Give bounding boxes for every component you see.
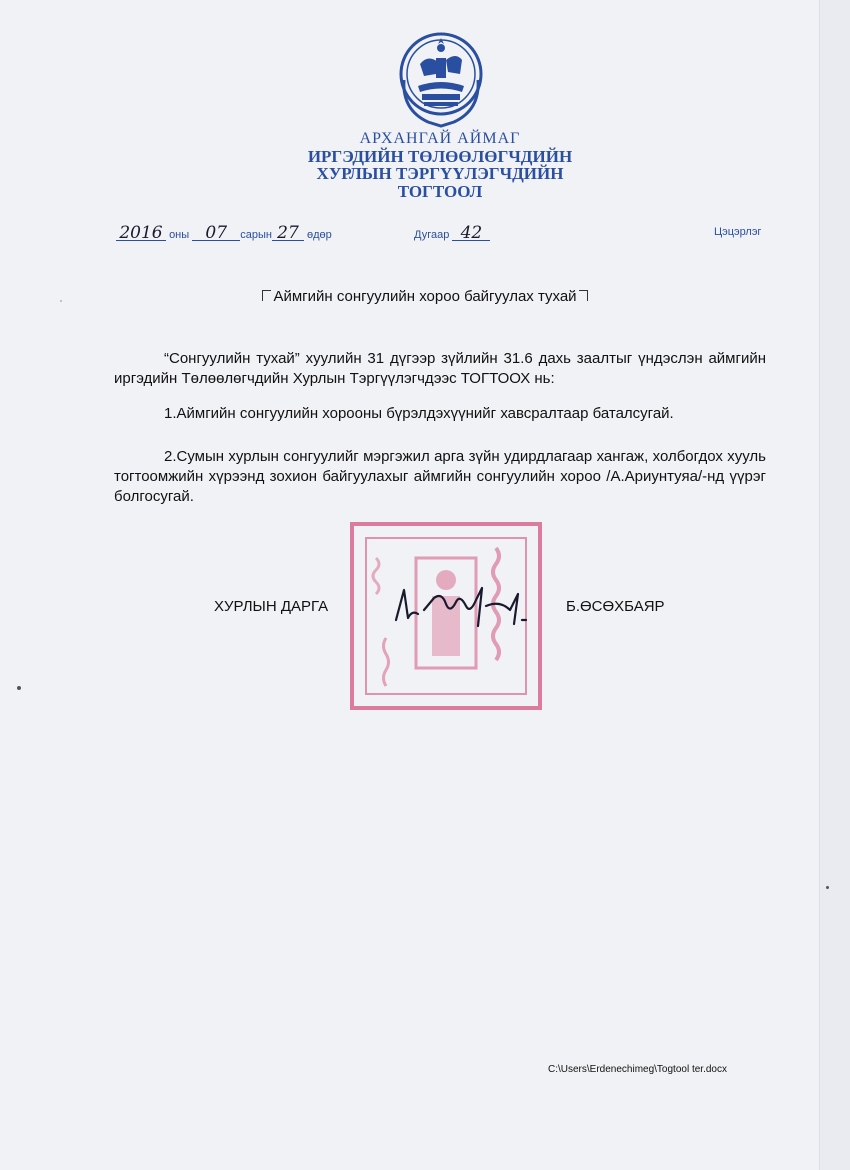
- bracket-left: [262, 290, 271, 301]
- scan-speck: [60, 300, 62, 302]
- paragraph-preamble: “Сонгуулийн тухай” хуулийн 31 дүгээр зүйлийн 31.6 дахь заалтыг үндэслэн аймгийн иргэдийн Төлөөлөгчдийн Хурлын Тэргүүлэгчдээс ТОГТООХ нь:: [114, 350, 766, 387]
- header-presidium: ХУРЛЫН ТЭРГҮҮЛЭГЧДИЙН: [316, 164, 564, 183]
- bracket-right: [579, 290, 588, 301]
- date-month: 07: [192, 226, 240, 241]
- number-label: Дугаар: [414, 229, 450, 241]
- page-edge: [819, 0, 850, 1170]
- document-place: Цэцэрлэг: [714, 226, 762, 238]
- footer-file-path: C:\Users\Erdenechimeg\Togtool ter.docx: [548, 1064, 727, 1075]
- document-number: [414, 223, 490, 243]
- header-doc-type: ТОГТООЛ: [397, 182, 483, 201]
- document-date: [116, 223, 332, 243]
- scan-speck: [826, 886, 829, 889]
- date-year-suffix: оны: [169, 229, 190, 241]
- header-council: ИРГЭДИЙН ТӨЛӨӨЛӨГЧДИЙН: [307, 147, 573, 166]
- signatory-title: ХУРЛЫН ДАРГА: [214, 598, 329, 615]
- date-month-suffix: сарын: [240, 229, 272, 241]
- handwritten-signature: [390, 580, 540, 640]
- date-day: 27: [272, 226, 304, 241]
- date-day-suffix: өдөр: [307, 229, 332, 241]
- number-value: 42: [452, 226, 490, 241]
- paragraph-item-2: 2.Сумын хурлын сонгуулийг мэргэжил арга зүйн удирдлагаар хангаж, холбогдох хууль тогтоомжийн хүрээнд зохион байгуулахыг аймгийн сонгуулийн хороо /А.Ариунтуяа/-нд үүрэг болгосугай.: [114, 448, 766, 505]
- state-emblem-icon: [398, 30, 484, 130]
- paragraph-item-1: 1.Аймгийн сонгуулийн хорооны бүрэлдэхүүнийг хавсралтаар баталсугай.: [164, 405, 674, 422]
- signatory-name: Б.ӨСӨХБАЯР: [566, 598, 665, 615]
- header-aimag: АРХАНГАЙ АЙМАГ: [359, 130, 521, 147]
- scan-speck: [17, 686, 21, 690]
- date-year: 2016: [116, 226, 166, 241]
- subject-text: Аймгийн сонгуулийн хороо байгуулах тухай: [273, 288, 577, 305]
- document-subject: [0, 288, 850, 305]
